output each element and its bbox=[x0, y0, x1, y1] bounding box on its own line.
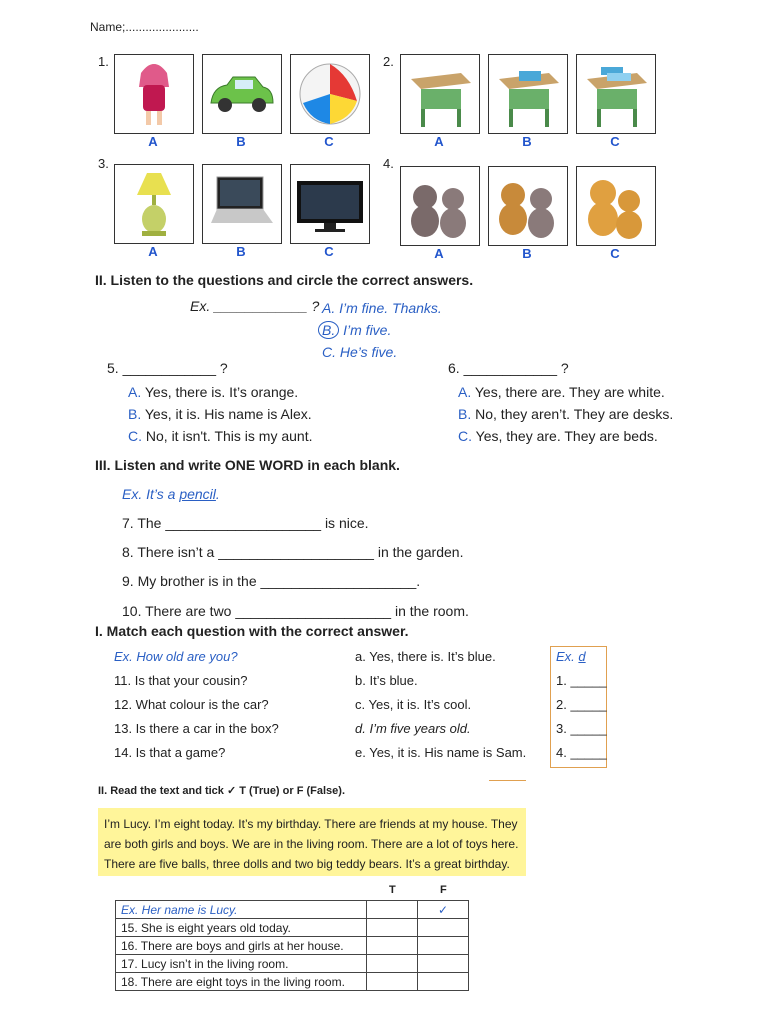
fill-in-item-10[interactable]: 10. There are two ____________________ in the room. bbox=[122, 603, 469, 619]
answer-blank-4[interactable]: 4. _____ bbox=[556, 745, 607, 760]
option-label-c[interactable]: C bbox=[324, 244, 334, 259]
option-label-c[interactable]: C bbox=[610, 134, 620, 149]
tick-icon: ✓ bbox=[226, 785, 237, 797]
answer-blank-1[interactable]: 1. _____ bbox=[556, 673, 607, 688]
match-question-14: 14. Is that a game? bbox=[114, 745, 226, 760]
answer-blank-2[interactable]: 2. _____ bbox=[556, 697, 607, 712]
answer-circle: B. bbox=[318, 321, 339, 339]
reading-passage: I’m Lucy. I’m eight today. It’s my birthday. There are friends at my house. They are both girls and boys. We are in the living room. There are a lot of toys here. There are five balls, three dolls and two big teddy bears. It’s a great birthday. bbox=[104, 817, 519, 871]
true-checkbox[interactable] bbox=[367, 901, 418, 919]
question-5-stem[interactable]: 5. ____________ ? bbox=[107, 360, 228, 376]
table-row: 17. Lucy isn’t in the living room. bbox=[116, 955, 469, 973]
option-label-b[interactable]: B bbox=[522, 246, 532, 261]
false-checkbox[interactable] bbox=[418, 919, 469, 937]
table-row: Ex. Her name is Lucy. ✓ bbox=[116, 901, 469, 919]
question-number-4: 4. bbox=[383, 156, 394, 171]
desk-with-book-picture[interactable] bbox=[488, 54, 568, 134]
teddy-bears-brown-picture[interactable] bbox=[576, 166, 656, 246]
fill-in-example: Ex. It’s a pencil. bbox=[122, 486, 220, 502]
q5-option-c[interactable]: C. No, it isn't. This is my aunt. bbox=[128, 428, 313, 444]
section-2-heading: II. Listen to the questions and circle the correct answers. bbox=[95, 272, 474, 288]
table-row: 18. There are eight toys in the living room. bbox=[116, 973, 469, 991]
false-checkbox[interactable] bbox=[418, 937, 469, 955]
true-checkbox[interactable] bbox=[367, 937, 418, 955]
true-checkbox[interactable] bbox=[367, 955, 418, 973]
true-checkbox[interactable] bbox=[367, 973, 418, 991]
match-question-13: 13. Is there a car in the box? bbox=[114, 721, 279, 736]
question-number-2: 2. bbox=[383, 54, 394, 69]
reading-passage-box bbox=[98, 808, 526, 876]
question-number-3: 3. bbox=[98, 156, 109, 171]
false-checkbox[interactable] bbox=[418, 955, 469, 973]
match-question-example: Ex. How old are you? bbox=[114, 649, 238, 664]
desk-empty-picture[interactable] bbox=[400, 54, 480, 134]
teddy-bears-mixed-picture[interactable] bbox=[488, 166, 568, 246]
laptop-picture[interactable] bbox=[202, 164, 282, 244]
option-label-c[interactable]: C bbox=[610, 246, 620, 261]
toy-car-picture[interactable] bbox=[202, 54, 282, 134]
match-answer-b: b. It’s blue. bbox=[355, 673, 418, 688]
match-heading: I. Match each question with the correct answer. bbox=[95, 623, 409, 639]
fill-in-item-7[interactable]: 7. The ____________________ is nice. bbox=[122, 515, 369, 531]
column-false-header: F bbox=[440, 884, 447, 896]
fill-in-item-9[interactable]: 9. My brother is in the ____________________. bbox=[122, 573, 421, 589]
option-label-a[interactable]: A bbox=[148, 244, 158, 259]
match-answer-d: d. I’m five years old. bbox=[355, 721, 471, 736]
answer-box-example: Ex. d bbox=[556, 649, 586, 664]
answer-blank-3[interactable]: 3. _____ bbox=[556, 721, 607, 736]
doll-picture[interactable] bbox=[114, 54, 194, 134]
beach-ball-picture[interactable] bbox=[290, 54, 370, 134]
table-row: 15. She is eight years old today. bbox=[116, 919, 469, 937]
fill-in-item-8[interactable]: 8. There isn’t a ____________________ in the garden. bbox=[122, 544, 464, 560]
q6-option-a[interactable]: A. Yes, there are. They are white. bbox=[458, 384, 665, 400]
q6-option-c[interactable]: C. Yes, they are. They are beds. bbox=[458, 428, 658, 444]
option-label-b[interactable]: B bbox=[236, 134, 246, 149]
television-picture[interactable] bbox=[290, 164, 370, 244]
reading-heading: II. Read the text and tick ✓ T (True) or F (False). bbox=[98, 785, 345, 797]
q5-option-a[interactable]: A. Yes, there is. It’s orange. bbox=[128, 384, 299, 400]
match-question-12: 12. What colour is the car? bbox=[114, 697, 269, 712]
question-number-1: 1. bbox=[98, 54, 109, 69]
true-checkbox[interactable] bbox=[367, 919, 418, 937]
q5-option-b[interactable]: B. Yes, it is. His name is Alex. bbox=[128, 406, 312, 422]
option-label-a[interactable]: A bbox=[148, 134, 158, 149]
example-answer-c: C. He’s five. bbox=[322, 344, 398, 360]
match-question-11: 11. Is that your cousin? bbox=[114, 673, 248, 688]
true-false-table bbox=[115, 900, 469, 991]
column-true-header: T bbox=[389, 884, 396, 896]
option-label-c[interactable]: C bbox=[324, 134, 334, 149]
q6-option-b[interactable]: B. No, they aren’t. They are desks. bbox=[458, 406, 674, 422]
lamp-picture[interactable] bbox=[114, 164, 194, 244]
example-answer-b: B. I’m five. bbox=[318, 321, 391, 339]
table-row: 16. There are boys and girls at her house. bbox=[116, 937, 469, 955]
false-checkbox[interactable] bbox=[418, 973, 469, 991]
option-label-a[interactable]: A bbox=[434, 246, 444, 261]
option-label-a[interactable]: A bbox=[434, 134, 444, 149]
example-stem: Ex. ____________ ? bbox=[190, 298, 320, 314]
question-6-stem[interactable]: 6. ____________ ? bbox=[448, 360, 569, 376]
match-answer-e: e. Yes, it is. His name is Sam. bbox=[355, 745, 527, 760]
false-checkbox[interactable]: ✓ bbox=[418, 901, 469, 919]
example-answer-a: A. I’m fine. Thanks. bbox=[322, 300, 442, 316]
teddy-bears-grey-picture[interactable] bbox=[400, 166, 480, 246]
name-field-label[interactable]: Name;...................... bbox=[90, 20, 199, 34]
option-label-b[interactable]: B bbox=[522, 134, 532, 149]
section-3-heading: III. Listen and write ONE WORD in each blank. bbox=[95, 457, 400, 473]
match-answer-c: c. Yes, it is. It’s cool. bbox=[355, 697, 472, 712]
divider bbox=[489, 780, 526, 781]
desk-with-books-picture[interactable] bbox=[576, 54, 656, 134]
option-label-b[interactable]: B bbox=[236, 244, 246, 259]
match-answer-a: a. Yes, there is. It’s blue. bbox=[355, 649, 496, 664]
